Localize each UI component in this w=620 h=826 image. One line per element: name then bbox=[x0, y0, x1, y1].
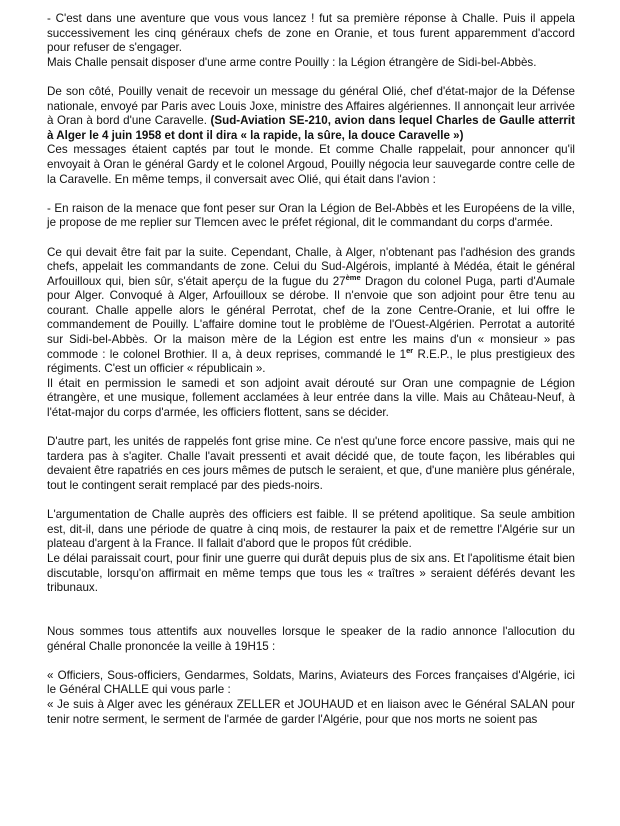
paragraph-rappeles bbox=[47, 435, 575, 493]
document-page bbox=[47, 12, 575, 727]
paragraph-challe-response bbox=[47, 12, 575, 70]
paragraph-text: « Officiers, Sous-officiers, Gendarmes, Soldats, Marins, Aviateurs des Forces françaises d'Algérie, ici le Général CHALLE qui vous parle : bbox=[47, 668, 575, 697]
paragraph-text: Dragon du colonel Puga, parti d'Aumale pour Alger. Convoqué à Alger, Arfouilloux se dérobe. Il n'envoie que son adjoint pour être tenu au courant. Challe appelle alors le général Perrotat, chef de la zone Centre-Oranie, et lui offre le commandement de Pouilly. L'affaire domine tout le problème de l'Ouest-Algérien. Perrotat a autorité sur Sidi-bel-Abbès. Or la maison mère de la Légion est entre les mains d'un « monsieur » pas commode : le colonel Brothier. Il a, à deux reprises, commandé le 1 bbox=[47, 274, 575, 361]
paragraph-text: R.E.P., le plus prestigieux des régiments. C'est un officier « républicain ». bbox=[47, 347, 575, 376]
paragraph-text: Mais Challe pensait disposer d'une arme contre Pouilly : la Légion étrangère de Sidi-bel-Abbès. bbox=[47, 55, 537, 69]
paragraph-argumentation bbox=[47, 508, 575, 596]
paragraph-text: Le délai paraissait court, pour finir une guerre qui durât depuis plus de six ans. Et l'apolitisme était bien discutable, lorsqu'on affirmait en même temps que tous les « traîtres » seraient déférés devant les tribunaux. bbox=[47, 551, 575, 595]
paragraph-text: Nous sommes tous attentifs aux nouvelles lorsque le speaker de la radio annonce l'allocution du général Challe prononcée la veille à 19H15 : bbox=[47, 624, 575, 653]
paragraph-text: D'autre part, les unités de rappelés font grise mine. Ce n'est qu'une force encore passive, mais qui ne tardera pas à s'agiter. Challe l'avait pressenti et avait décidé que, de toute façon, les libérables qui devaient être rapatriés en ces jours mêmes de putsch le seraient, et que, d'une manière plus générale, tout le contingent serait remplacé par des pieds-noirs. bbox=[47, 435, 575, 492]
superscript-ordinal: ème bbox=[345, 272, 361, 282]
paragraph-text: De son côté, Pouilly venait de recevoir un message du général Olié, chef d'état-major de la Défense nationale, envoyé par Paris avec Louis Joxe, ministre des Affaires algériennes. Il annonçait leur arrivée à Oran à bord d'une Caravelle. bbox=[47, 84, 575, 128]
superscript-ordinal: er bbox=[406, 345, 414, 355]
paragraph-arfouilloux-perrotat bbox=[47, 246, 575, 421]
paragraph-text: Ces messages étaient captés par tout le monde. Et comme Challe rappelait, pour annoncer qu'il envoyait à Oran le général Gardy et le colonel Argoud, Pouilly négocia leur sauvegarde contre celle de la Caravelle. En même temps, il conversait avec Olié, qui était dans l'avion : bbox=[47, 143, 575, 186]
paragraph-pouilly-message bbox=[47, 85, 575, 187]
bold-note-caravelle: (Sud-Aviation SE-210, avion dans lequel Charles de Gaulle atterrit à Alger le 4 juin 1958 et dont il dira « la rapide, la sûre, la douce Caravelle ») bbox=[47, 114, 575, 142]
paragraph-text: « Je suis à Alger avec les généraux ZELLER et JOUHAUD et en liaison avec le Général SALAN pour tenir notre serment, le serment de l'armée de garder l'Algérie, pour que nos morts ne soient pas bbox=[47, 697, 575, 726]
paragraph-text: - En raison de la menace que font peser sur Oran la Légion de Bel-Abbès et les Européens de la ville, je propose de me replier sur Tlemcen avec le préfet régional, dit le commandant du corps d'armée. bbox=[47, 201, 575, 230]
paragraph-text: - C'est dans une aventure que vous vous lancez ! fut sa première réponse à Challe. Puis il appela successivement les cinq généraux chefs de zone en Oranie, et tous furent apparemment d'accord pour refuser de s'engager. bbox=[47, 12, 575, 55]
paragraph-challe-speech bbox=[47, 669, 575, 727]
paragraph-text: Ce qui devait être fait par la suite. Cependant, Challe, à Alger, n'obtenant pas l'adhésion des grands chefs, appelait les commandants de zone. Celui du Sud-Algérois, implanté à Médéa, était le général Arfouilloux qui, bien sûr, s'était aperçu de la fugue du 27 bbox=[47, 245, 575, 288]
paragraph-tlemcen-proposal bbox=[47, 202, 575, 231]
paragraph-text: Il était en permission le samedi et son adjoint avait dérouté sur Oran une compagnie de Légion étrangère, et une musique, follement acclamées à leur entrée dans la ville. Mais au Château-Neuf, à l'état-major du corps d'armée, les officiers flottent, sans se décider. bbox=[47, 376, 575, 420]
paragraph-radio-announcement bbox=[47, 625, 575, 654]
paragraph-text: L'argumentation de Challe auprès des officiers est faible. Il se prétend apolitique. Sa seule ambition est, dit-il, dans une période de quatre à cinq mois, de restaurer la paix et de remettre l'Algérie sur un plateau d'argent à la France. Il fallait d'abord que le propos fût crédible. bbox=[47, 508, 575, 551]
